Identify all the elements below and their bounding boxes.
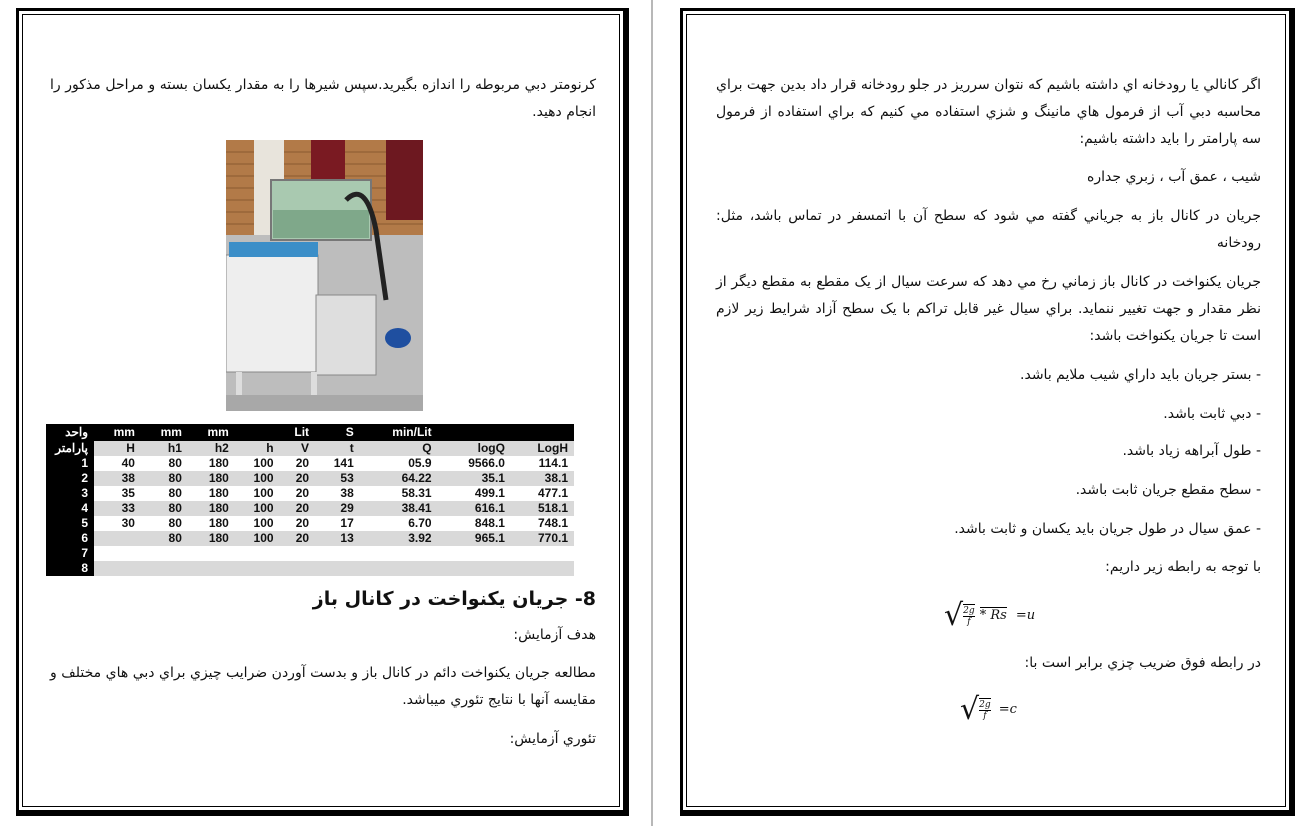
table-cell: 114.1 — [511, 456, 574, 471]
table-cell — [235, 424, 280, 441]
table-cell: 80 — [141, 486, 188, 501]
table-cell — [315, 546, 360, 561]
condition-4: - سطح مقطع جريان ثابت باشد. — [1075, 482, 1261, 498]
table-cell — [360, 546, 438, 561]
table-cell: min/Lit — [360, 424, 438, 441]
table-cell: Q — [360, 441, 438, 456]
table-row — [46, 516, 574, 531]
table-cell: 05.9 — [360, 456, 438, 471]
equation-u: √ $\frac{2g}{f}$ * Rs =u — [944, 598, 1036, 633]
table-cell: 30 — [94, 516, 141, 531]
table-cell: mm — [94, 424, 141, 441]
table-cell — [438, 546, 511, 561]
row-label-cell: 8 — [46, 561, 94, 576]
table-cell — [438, 561, 511, 576]
table-cell: 38 — [94, 471, 141, 486]
table-cell — [360, 561, 438, 576]
row-label-cell: پارامتر — [46, 441, 94, 456]
table-cell — [141, 546, 188, 561]
right-paragraph-1: اگر کانالي يا رودخانه اي داشته باشيم که نتوان سرريز در جلو رودخانه قرار داد بدين جهت براي محاسبه دبي آب از فرمول هاي مانينگ و شزي استفاده مي کنيم که براي استفاده از فرمول سه پارامتر را بايد داشته باشيم: — [716, 77, 1261, 147]
table-cell: 35 — [94, 486, 141, 501]
goal-text: مطالعه جريان يکنواخت دائم در کانال باز و بدست آوردن ضرايب چيزي براي دبي هاي مختلف و مقايسه آنها با نتايج تئوري ميباشد. — [50, 665, 596, 708]
table-cell: 3.92 — [360, 531, 438, 546]
table-cell: 20 — [280, 501, 316, 516]
table-cell: 20 — [280, 516, 316, 531]
table-cell: 100 — [235, 456, 280, 471]
table-cell: 499.1 — [438, 486, 511, 501]
right-paragraph-3: جريان يکنواخت در کانال باز زماني رخ مي دهد که سرعت سيال از يک مقطع به مقطع ديگر از نظر مقدار و جهت تغيير ننمايد. براي سيال غير قابل تراکم با يک سطح آزاد شرايط زير لازم است تا جريان يکنواخت باشد: — [716, 274, 1261, 344]
table-cell: 100 — [235, 486, 280, 501]
table-cell: 53 — [315, 471, 360, 486]
table-cell: S — [315, 424, 360, 441]
table-cell: 80 — [141, 516, 188, 531]
table-cell: 29 — [315, 501, 360, 516]
right-paragraph-2: جريان در کانال باز به جرياني گفته مي شود که سطح آن با اتمسفر در تماس باشد، مثل: رودخانه — [716, 208, 1261, 251]
condition-5: - عمق سيال در طول جريان بايد يکسان و ثابت باشد. — [954, 521, 1261, 537]
section-title: 8- جريان يکنواخت در کانال باز — [312, 588, 596, 610]
table-cell: 58.31 — [360, 486, 438, 501]
table-cell: 20 — [280, 531, 316, 546]
table-cell: t — [315, 441, 360, 456]
table-cell: 80 — [141, 471, 188, 486]
table-cell: 38.41 — [360, 501, 438, 516]
row-label-cell: 5 — [46, 516, 94, 531]
table-cell: 518.1 — [511, 501, 574, 516]
table-row — [46, 486, 574, 501]
table-cell: mm — [188, 424, 235, 441]
table-row — [46, 546, 574, 561]
table-cell: h — [235, 441, 280, 456]
table-cell: 9566.0 — [438, 456, 511, 471]
table-row — [46, 471, 574, 486]
row-label-cell: 2 — [46, 471, 94, 486]
table-cell: 38.1 — [511, 471, 574, 486]
row-label-cell: 1 — [46, 456, 94, 471]
table-cell: 100 — [235, 516, 280, 531]
table-cell — [94, 561, 141, 576]
table-cell: 770.1 — [511, 531, 574, 546]
table-cell: H — [94, 441, 141, 456]
table-cell — [188, 561, 235, 576]
table-cell: h2 — [188, 441, 235, 456]
table-row — [46, 456, 574, 471]
table-cell: 180 — [188, 531, 235, 546]
lab-photo — [226, 140, 423, 411]
table-cell: LogH — [511, 441, 574, 456]
table-cell: 616.1 — [438, 501, 511, 516]
table-cell: logQ — [438, 441, 511, 456]
coef-intro: در رابطه فوق ضريب چزي برابر است با: — [1024, 655, 1261, 671]
table-cell — [235, 546, 280, 561]
table-cell: 17 — [315, 516, 360, 531]
table-cell: mm — [141, 424, 188, 441]
table-row — [46, 441, 574, 456]
table-cell: 100 — [235, 471, 280, 486]
table-cell: 965.1 — [438, 531, 511, 546]
table-cell: 80 — [141, 531, 188, 546]
table-cell: V — [280, 441, 316, 456]
data-table — [46, 424, 574, 576]
left-paragraph-1: کرنومتر دبي مربوطه را اندازه بگيريد.سپس شيرها را به مقدار يکسان بسته و مراحل مذکور را انجام دهيد. — [50, 77, 596, 120]
table-cell — [280, 546, 316, 561]
row-label-cell: 7 — [46, 546, 94, 561]
row-label-cell: 3 — [46, 486, 94, 501]
condition-1: - بستر جريان بايد داراي شيب ملايم باشد. — [1020, 367, 1261, 383]
table-cell: 20 — [280, 486, 316, 501]
table-cell: 477.1 — [511, 486, 574, 501]
table-cell — [141, 561, 188, 576]
table-cell: h1 — [141, 441, 188, 456]
table-cell: Lit — [280, 424, 316, 441]
table-cell: 64.22 — [360, 471, 438, 486]
table-cell: 35.1 — [438, 471, 511, 486]
table-row — [46, 561, 574, 576]
table-cell: 80 — [141, 456, 188, 471]
theory-label: تئوري آزمايش: — [509, 731, 596, 747]
table-cell: 180 — [188, 501, 235, 516]
table-cell — [511, 561, 574, 576]
table-cell: 33 — [94, 501, 141, 516]
table-cell: 20 — [280, 456, 316, 471]
table-row — [46, 424, 574, 441]
table-cell: 180 — [188, 486, 235, 501]
table-cell — [511, 546, 574, 561]
table-cell: 80 — [141, 501, 188, 516]
page-divider — [651, 0, 653, 826]
table-cell: 6.70 — [360, 516, 438, 531]
table-cell: 180 — [188, 471, 235, 486]
params-line: شيب ، عمق آب ، زبري جداره — [1087, 169, 1261, 185]
table-cell — [315, 561, 360, 576]
table-cell: 13 — [315, 531, 360, 546]
table-cell — [188, 546, 235, 561]
condition-2: - دبي ثابت باشد. — [1163, 406, 1261, 422]
row-label-cell: واحد — [46, 424, 94, 441]
row-label-cell: 6 — [46, 531, 94, 546]
table-row — [46, 531, 574, 546]
table-cell — [511, 424, 574, 441]
goal-label: هدف آزمايش: — [513, 627, 596, 643]
table-cell — [94, 546, 141, 561]
table-cell: 40 — [94, 456, 141, 471]
table-cell: 38 — [315, 486, 360, 501]
table-cell: 100 — [235, 531, 280, 546]
table-cell: 141 — [315, 456, 360, 471]
table-cell — [280, 561, 316, 576]
table-cell — [94, 531, 141, 546]
row-label-cell: 4 — [46, 501, 94, 516]
table-cell: 180 — [188, 456, 235, 471]
condition-3: - طول آبراهه زياد باشد. — [1122, 443, 1261, 459]
table-cell: 848.1 — [438, 516, 511, 531]
table-cell — [235, 561, 280, 576]
table-row — [46, 501, 574, 516]
table-cell — [438, 424, 511, 441]
table-cell: 180 — [188, 516, 235, 531]
table-cell: 100 — [235, 501, 280, 516]
equation-c: √ $\frac{2g}{f}$ =c — [960, 692, 1017, 727]
relation-intro: با توجه به رابطه زير داريم: — [1105, 559, 1261, 575]
table-cell: 748.1 — [511, 516, 574, 531]
table-cell: 20 — [280, 471, 316, 486]
